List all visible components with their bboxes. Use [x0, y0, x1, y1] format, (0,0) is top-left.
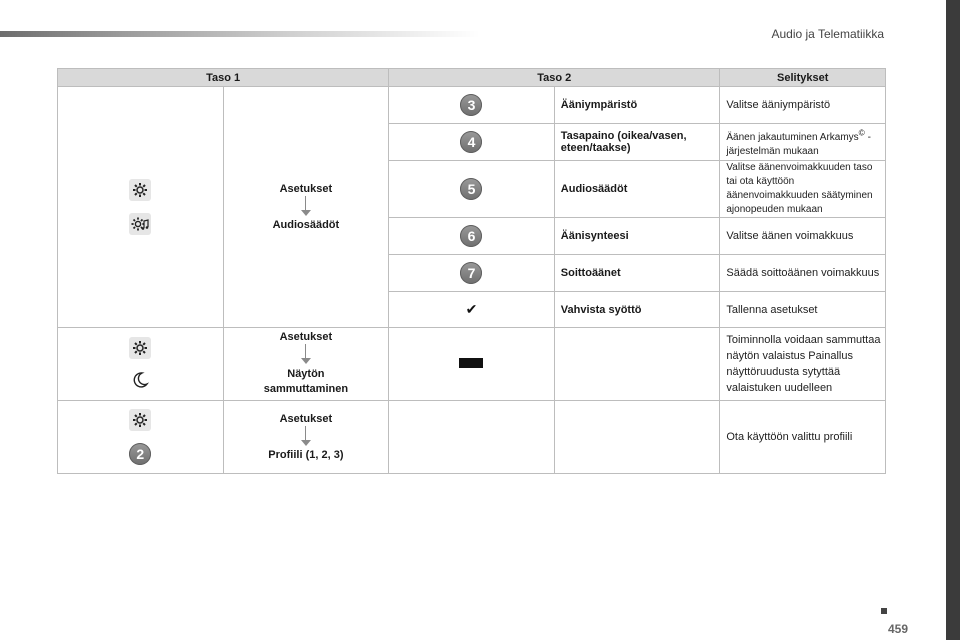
- step-badge-cell: [389, 161, 555, 218]
- gear-icon[interactable]: [129, 179, 151, 201]
- description: Säädä soittoäänen voimakkuus: [720, 255, 886, 292]
- level2-empty: [554, 401, 720, 474]
- page-title: Audio ja Telematiikka: [771, 27, 884, 41]
- col-header-description: Selitykset: [720, 69, 886, 87]
- description-text: Äänen jakautuminen Arkamys: [726, 131, 859, 143]
- description: Ota käyttöön valittu profiili: [720, 401, 886, 474]
- description: Valitse äänen voimakkuus: [720, 218, 886, 255]
- description: Valitse ääniympäristö: [720, 87, 886, 124]
- moon-icon[interactable]: [131, 371, 149, 392]
- step-badge-cell: [389, 255, 555, 292]
- table-row: [58, 87, 886, 124]
- level2-label: Ääniympäristö: [554, 87, 720, 124]
- level2-label: Audiosäädöt: [554, 161, 720, 218]
- audio-settings-icon[interactable]: [129, 213, 151, 235]
- step-badge-cell: [389, 124, 555, 161]
- checkmark-cell: [389, 292, 555, 328]
- footer-marker: [881, 608, 887, 614]
- arrow-down-icon: [301, 426, 311, 446]
- table-row: [58, 328, 886, 401]
- copyright-mark: ©: [858, 127, 865, 138]
- display-off-cell: [389, 328, 555, 401]
- step-badge[interactable]: 5: [460, 178, 482, 200]
- description: [720, 124, 886, 161]
- col-header-level2: Taso 2: [389, 69, 720, 87]
- group2-icons: [58, 328, 224, 401]
- side-bar: [946, 0, 960, 640]
- gear-icon[interactable]: [129, 409, 151, 431]
- level2-label: Vahvista syöttö: [554, 292, 720, 328]
- level2-label: Soittoäänet: [554, 255, 720, 292]
- group3-icons: [58, 401, 224, 474]
- description: Tallenna asetukset: [720, 292, 886, 328]
- level1-label: Asetukset: [279, 331, 333, 343]
- level1-sub-label: Profiili (1, 2, 3): [268, 449, 344, 461]
- screen-off-icon[interactable]: [459, 358, 483, 368]
- arrow-down-icon: [301, 344, 311, 364]
- level2-empty: [554, 328, 720, 401]
- level1-label: Asetukset: [279, 183, 333, 195]
- description: [720, 161, 886, 218]
- empty-cell: [389, 401, 555, 474]
- description-tail: -järjestelmän mukaan: [726, 131, 871, 157]
- header-rule: [0, 31, 480, 37]
- group1-level1: [223, 87, 389, 328]
- step-badge[interactable]: 3: [460, 94, 482, 116]
- level2-label: Äänisynteesi: [554, 218, 720, 255]
- step-badge[interactable]: 7: [460, 262, 482, 284]
- description: [720, 328, 886, 401]
- settings-table: [57, 68, 886, 474]
- step-badge-cell: [389, 218, 555, 255]
- page-number: 459: [887, 622, 908, 636]
- group2-level1: [223, 328, 389, 401]
- level1-sub-label: Näytön sammuttaminen: [263, 368, 349, 395]
- group1-icons: [58, 87, 224, 328]
- checkmark-icon[interactable]: ✔: [465, 301, 478, 317]
- step-badge-cell: [389, 87, 555, 124]
- level1-label: Asetukset: [279, 413, 333, 425]
- col-header-level1: Taso 1: [58, 69, 389, 87]
- step-badge[interactable]: 4: [460, 131, 482, 153]
- arrow-down-icon: [301, 196, 311, 216]
- profile-badge[interactable]: 2: [129, 443, 151, 465]
- description-text: Toiminnolla voidaan sammuttaa näytön valaistus Painallus näyttöruudusta sytyttää valaistuken uudelleen: [726, 334, 881, 394]
- description-text: Valitse äänenvoimakkuuden taso tai ota käyttöön äänenvoimakkuuden säätyminen ajonopeuden mukaan: [726, 162, 873, 215]
- level1-sub-label: Audiosäädöt: [272, 219, 340, 231]
- gear-icon[interactable]: [129, 337, 151, 359]
- step-badge[interactable]: 6: [460, 225, 482, 247]
- table-row: [58, 401, 886, 474]
- group3-level1: [223, 401, 389, 474]
- table-header-row: [58, 69, 886, 87]
- level2-label: Tasapaino (oikea/vasen, eteen/taakse): [554, 124, 720, 161]
